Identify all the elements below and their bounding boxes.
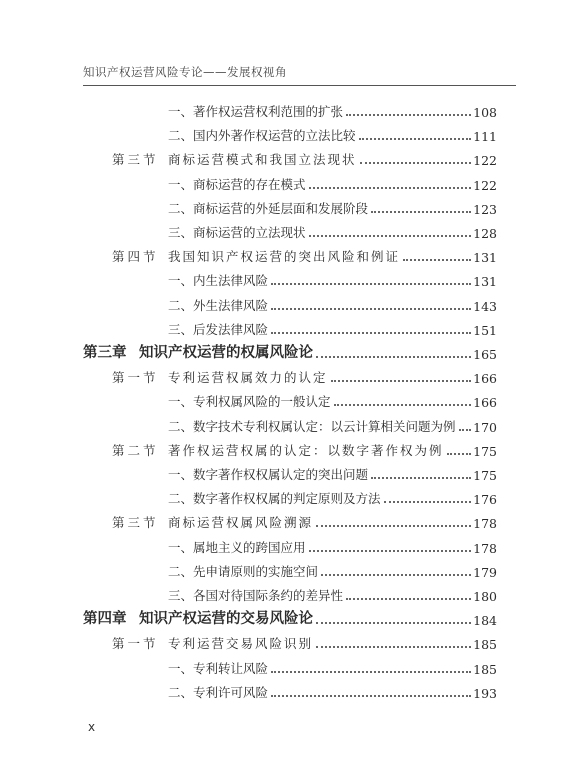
toc-entry-label <box>168 296 268 314</box>
dot-leader <box>331 380 472 382</box>
toc-entry-label <box>168 417 456 435</box>
toc-entry-title: 一、数字著作权权属认定的突出问题 <box>168 467 369 482</box>
toc-item-row <box>168 98 497 120</box>
toc-entry-page: 166 <box>473 395 497 411</box>
toc-entry-page: 123 <box>473 201 497 217</box>
toc-entry-title: 二、外生法律风险 <box>168 297 269 313</box>
toc-entry-title: 三、后发法律风险 <box>168 321 269 337</box>
toc-entry-label <box>168 102 343 120</box>
toc-entry-page: 122 <box>473 177 497 193</box>
toc-entry-title: 知识产权运营的权属风险论 <box>139 344 313 361</box>
toc-entry-page: 165 <box>473 347 497 362</box>
toc-entry-label <box>112 441 444 459</box>
toc-item-row <box>168 655 497 677</box>
toc-item-row <box>168 316 497 338</box>
toc-item-row <box>168 413 497 435</box>
toc-entry-page: 185 <box>473 661 497 677</box>
toc-entry-page: 128 <box>473 226 497 241</box>
toc-entry-page: 179 <box>473 564 497 580</box>
toc-entry-number: 第四章 <box>83 610 127 628</box>
toc-section-row <box>112 509 497 531</box>
dot-leader <box>447 453 472 455</box>
toc-entry-page: 178 <box>473 516 497 532</box>
toc-entry-label <box>168 175 306 193</box>
toc-entry-page: 166 <box>473 371 497 387</box>
toc-item-row <box>168 292 497 314</box>
toc-entry-title: 二、先申请原则的实施空间 <box>168 563 319 579</box>
dot-leader <box>309 187 472 189</box>
toc-item-row <box>168 582 497 604</box>
toc-entry-label <box>168 126 356 144</box>
toc-entry-number: 第一节 <box>112 370 159 386</box>
toc-entry-label <box>168 489 381 507</box>
toc-entry-page: 175 <box>473 443 497 459</box>
toc-entry-label <box>83 341 313 362</box>
toc-entry-title: 三、各国对待国际条约的差异性 <box>168 588 344 603</box>
dot-leader <box>334 404 472 406</box>
dot-leader <box>309 550 472 552</box>
toc-entry-label <box>168 199 368 217</box>
toc-entry-page: 180 <box>473 589 497 604</box>
dot-leader <box>371 211 471 213</box>
toc-entry-number: 第四节 <box>112 249 159 265</box>
toc-item-row <box>168 267 497 289</box>
page-number: x <box>88 720 96 734</box>
dot-leader <box>346 598 471 600</box>
toc-entry-page: 131 <box>473 274 497 290</box>
dot-leader <box>459 429 472 431</box>
toc-entry-title: 二、国内外著作权运营的立法比较 <box>168 128 356 144</box>
toc-entry-number: 第二节 <box>112 442 159 458</box>
toc-entry-title: 专利运营权属效力的认定 <box>168 370 328 386</box>
dot-leader <box>360 162 472 164</box>
dot-leader <box>371 477 471 479</box>
toc-entry-title: 一、著作权运营权利范围的扩张 <box>168 104 344 119</box>
toc-entry-label <box>168 223 306 241</box>
toc-entry-label <box>168 683 268 701</box>
toc-entry-title: 一、属地主义的跨国应用 <box>168 539 306 555</box>
toc-entry-title: 二、数字著作权权属的判定原则及方法 <box>168 491 381 507</box>
toc-entry-page: 122 <box>473 153 497 169</box>
dot-leader <box>384 501 472 503</box>
toc-entry-page: 131 <box>473 250 497 266</box>
toc-entry-label <box>112 247 400 265</box>
toc-entry-label <box>168 659 268 677</box>
toc-item-row <box>168 558 497 580</box>
toc-entry-label <box>168 562 318 580</box>
toc-item-row <box>168 388 497 410</box>
toc-entry-title: 商标运营权属风险溯源 <box>168 515 314 531</box>
toc-entry-label <box>83 607 313 628</box>
toc-item-row <box>168 195 497 217</box>
toc-entry-page: 111 <box>473 129 497 145</box>
toc-section-row <box>112 437 497 459</box>
toc-item-row <box>168 534 497 556</box>
toc-item-row <box>168 122 497 144</box>
toc-entry-label <box>168 586 343 604</box>
toc-entry-label <box>112 368 328 386</box>
toc-entry-page: 184 <box>473 613 497 629</box>
dot-leader <box>271 283 471 285</box>
toc-item-row <box>168 461 497 483</box>
toc-item-row <box>168 171 497 193</box>
toc-chapter-row <box>83 340 497 362</box>
running-header: 知识产权运营风险专论——发展权视角 <box>83 65 287 79</box>
dot-leader <box>316 646 471 648</box>
toc-entry-label <box>112 150 357 168</box>
toc-entry-number: 第三章 <box>83 344 127 361</box>
toc-entry-title: 一、专利权属风险的一般认定 <box>168 394 331 410</box>
toc-entry-title: 二、数字技术专利权属认定：以云计算相关问题为例 <box>168 418 456 434</box>
toc-entry-label <box>112 513 313 531</box>
toc-entry-number: 第一节 <box>112 636 159 652</box>
dot-leader <box>271 308 471 310</box>
toc-entry-title: 一、专利转让风险 <box>168 660 269 676</box>
toc-section-row <box>112 364 497 386</box>
toc-entry-page: 151 <box>473 322 497 338</box>
dot-leader <box>271 671 471 673</box>
dot-leader <box>403 259 471 261</box>
toc-item-row <box>168 485 497 507</box>
toc-entry-title: 专利运营交易风险识别 <box>168 636 314 652</box>
dot-leader <box>316 525 471 527</box>
toc-entry-title: 著作权运营权属的认定：以数字著作权为例 <box>168 442 444 458</box>
toc-entry-label <box>168 465 368 483</box>
toc-entry-title: 一、商标运营的存在模式 <box>168 176 306 192</box>
toc-entry-title: 二、商标运营的外延层面和发展阶段 <box>168 200 369 216</box>
toc-entry-title: 一、内生法律风险 <box>168 273 269 289</box>
dot-leader <box>321 574 471 576</box>
dot-leader <box>316 622 471 624</box>
toc-item-row <box>168 219 497 241</box>
toc-chapter-row <box>83 606 497 628</box>
toc-section-row <box>112 146 497 168</box>
toc-entry-title: 二、专利许可风险 <box>168 684 269 700</box>
toc-entry-title: 知识产权运营的交易风险论 <box>139 610 313 628</box>
toc-section-row <box>112 630 497 652</box>
toc-entry-label <box>112 634 313 652</box>
toc-entry-title: 我国知识产权运营的突出风险和例证 <box>168 249 401 265</box>
toc-entry-page: 170 <box>473 419 497 435</box>
toc-entry-title: 商标运营模式和我国立法现状 <box>168 152 357 168</box>
toc-entry-label <box>168 271 268 289</box>
toc-entry-page: 176 <box>473 492 497 508</box>
toc-entry-title: 三、商标运营的立法现状 <box>168 225 306 240</box>
toc-section-row <box>112 243 497 265</box>
dot-leader <box>271 332 471 334</box>
toc-entry-label <box>168 392 331 410</box>
dot-leader <box>271 695 471 697</box>
dot-leader <box>359 138 472 140</box>
toc-entry-page: 175 <box>473 468 497 483</box>
toc-entry-label <box>168 538 306 556</box>
dot-leader <box>346 114 471 116</box>
toc-entry-page: 185 <box>473 637 497 653</box>
toc-entry-page: 178 <box>473 540 497 556</box>
toc-item-row <box>168 679 497 701</box>
toc-entry-number: 第三节 <box>112 515 159 531</box>
dot-leader <box>309 235 472 237</box>
toc-entry-label <box>168 320 268 338</box>
dot-leader <box>316 356 471 358</box>
toc-entry-page: 108 <box>473 105 497 120</box>
toc-entry-page: 143 <box>473 298 497 314</box>
toc-entry-number: 第三节 <box>112 152 159 168</box>
toc-entry-page: 193 <box>473 685 497 701</box>
